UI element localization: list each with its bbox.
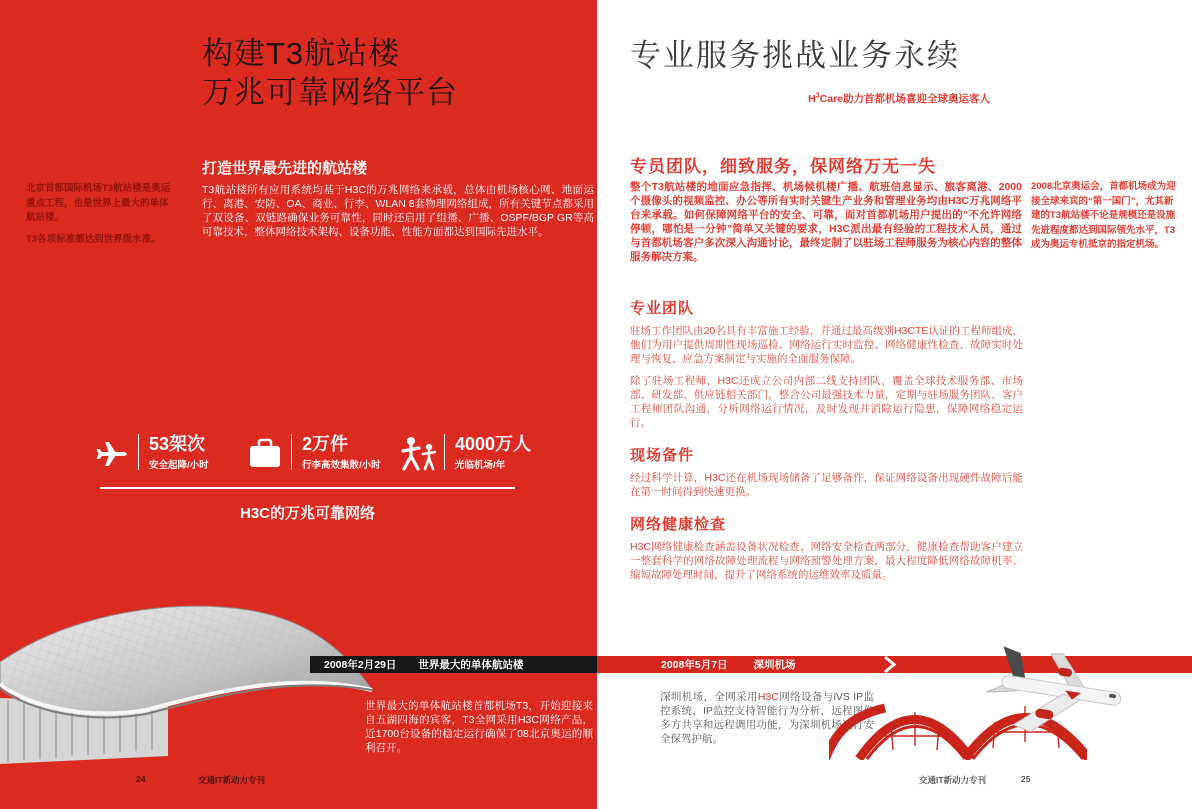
subtitle-rest: Care助力首都机场喜迎全球奥运客人	[819, 93, 990, 105]
stats-row	[92, 434, 551, 474]
caption-pre: 深圳机场，全网采用	[660, 691, 758, 703]
timeline-title: 深圳机场	[753, 659, 796, 671]
stat-label: 安全起降/小时	[149, 460, 209, 471]
timeline-bar-left	[310, 656, 597, 673]
stat-text	[149, 434, 209, 471]
suitcase-icon	[245, 434, 285, 474]
caption-brand: H3C	[757, 691, 779, 703]
divider-line	[100, 487, 515, 489]
section-paragraph: 驻场工作团队由20名具有丰富施工经验，并通过最高级别H3CTE认证的工程师组成，他们为用户提供周期性现场巡检、网络运行实时监控、网络健康性检查、故障实时处理与恢复、应急方案制定与实施的全面服务保障。	[630, 325, 1023, 365]
stat-passengers	[398, 434, 551, 474]
airplane-icon	[92, 434, 132, 474]
right-page-title: 专业服务挑战业务永续	[630, 38, 960, 73]
subtitle-sup: 3	[815, 92, 820, 100]
right-page-subtitle	[632, 91, 990, 106]
lead-heading: 专员团队，细致服务，保网络万无一失	[630, 157, 936, 176]
stat-text	[455, 434, 531, 471]
stat-label: 行李高效集散/小时	[302, 460, 381, 471]
section-heading-healthcheck: 网络健康检查	[630, 516, 727, 533]
stat-divider	[138, 434, 139, 470]
timeline-date: 2008年5月7日	[661, 659, 728, 671]
stat-value: 4000万人	[455, 434, 532, 454]
right-margin-note: 2008北京奥运会，首都机场成为迎接全球来宾的“第一国门”，尤其新建的T3航站楼不论是规模还是设施先进程度都达到国际领先水平，T3成为奥运专机抵京的指定机场。	[1031, 181, 1176, 250]
timeline-date: 2008年2月29日	[324, 659, 397, 671]
stat-value: 53架次	[149, 434, 206, 454]
terminal-roof-image	[0, 598, 380, 771]
right-sections	[630, 297, 1023, 590]
stat-label: 光临机场/年	[455, 460, 506, 471]
right-journal-name: 交通IT新动力专刊	[919, 775, 987, 785]
left-margin-note-p2: T3各项标准都达到世界级水准。	[26, 233, 161, 245]
stat-text	[302, 434, 381, 471]
stat-luggage	[245, 434, 398, 474]
stat-flights	[92, 434, 245, 474]
section-heading-spares: 现场备件	[630, 447, 695, 464]
left-margin-note-p1: 北京首都国际机场T3航站楼是奥运重点工程，也是世界上最大的单体航站楼。	[26, 183, 171, 223]
left-tagline: H3C的万兆可靠网络	[239, 505, 375, 522]
right-page	[597, 0, 1192, 809]
left-page-number: 24	[136, 774, 146, 784]
left-title-line1: 构建T3航站楼	[202, 36, 401, 71]
left-section-heading: 打造世界最先进的航站楼	[202, 160, 368, 177]
subtitle-prefix: H	[808, 93, 816, 105]
left-margin-note	[26, 182, 172, 254]
chevron-right-icon	[882, 656, 898, 678]
left-journal-name: 交通IT新动力专刊	[198, 775, 266, 785]
lead-body: 整个T3航站楼的地面应急指挥、机场候机楼广播、航班信息显示、旅客离港、2000个摄像头的视频监控、办公等所有实时关键生产业务和管理业务均由H3C万兆网络平台来承载。如何保障网络平台的安全、可靠，面对首都机场用户提出的“不允许网络停顿，哪怕是一分钟”简单又关键的要求，H3C派出最有经验的工程技术人员，通过与首都机场客户多次深入沟通讨论，最终定制了以驻场工程师服务为核心内容的整体服务解决方案。	[630, 181, 1022, 263]
section-heading-team: 专业团队	[630, 300, 695, 317]
section-paragraph: 经过科学计算，H3C还在机场现场储备了足够备件，保证网络设备出现硬件故障后能在第一时间得到快速更换。	[630, 472, 1023, 498]
section-paragraph: 除了驻场工程师，H3C还成立公司内部二线支持团队，覆盖全球技术服务部、市场部、研发部、供应链相关部门，整合公司最强技术力量，定期与驻场服务团队、客户工程师团队沟通，分析网络运行情况，及时发现并消除运行隐患，保障网络稳定运行。	[630, 375, 1023, 429]
section-paragraph: H3C网络健康检查涵盖设备状况检查、网络安全检查两部分，健康检查帮助客户建立一整套科学的网络故障处理流程与网络预警处理方案，最大程度降低网络故障机率、缩短故障处理时间、提升了网络系统的运维效率及质量。	[630, 541, 1023, 581]
stat-divider	[444, 434, 445, 470]
right-page-number: 25	[1021, 774, 1031, 784]
timeline-title: 世界最大的单体航站楼	[418, 659, 524, 671]
passengers-icon	[398, 434, 438, 474]
left-title-line2: 万兆可靠网络平台	[202, 75, 458, 110]
stat-value: 2万件	[302, 434, 349, 454]
stat-divider	[291, 434, 292, 470]
left-section-body: T3航站楼所有应用系统均基于H3C的万兆网络来承载，总体由机场核心网、地面运行、离港、安防、OA、商业、行李、WLAN 8套物理网络组成，所有关键节点都采用了双设备、双链路确保业务可靠性，同时还启用了组播、广播、OSPF/BGP GR等高可靠技术，整体网络技术架构、设备功能、性能方面都达到国际先进水平。	[202, 184, 594, 238]
caption-post: 网络设备与iVS IP监控系统，IP监控支持智能行为分析，远程图像多方共享和远程调用功能，为深圳机场运行安全保驾护航。	[660, 691, 874, 745]
left-timeline-caption: 世界最大的单体航站楼首都机场T3，开始迎接来自五湖四海的宾客，T3全网采用H3C网络产品，近1700台设备的稳定运行确保了08北京奥运的顺利召开。	[365, 700, 593, 754]
left-page-title	[202, 34, 458, 112]
airplane-image	[983, 640, 1141, 750]
